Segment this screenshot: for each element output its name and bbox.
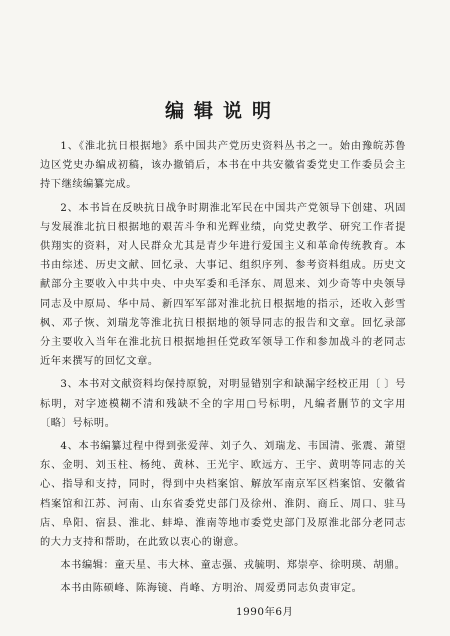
document-date: 1990年6月 xyxy=(236,605,294,618)
editors-line: 本书编辑：童天星、韦大林、童志强、戎毓明、郑崇亭、徐明瑛、胡鼎。 xyxy=(60,560,406,572)
paragraph-2: 2、本书旨在反映抗日战争时期淮北军民在中国共产党领导下创建、巩固与发展淮北抗日根据地的艰苦斗争和光辉业绩，向党史教学、研究工作者提供翔实的资料，对人民群众尤其是青少年进行爱国主义和革命传统教育。本书由综述、历史文献、回忆录、大事记、组织序列、参考资料组成。历史文献部分主要收入中共中央、中央军委和毛泽东、周恩来、刘少奇等中央领导同志及中原局、华中局、新四军军部对淮北抗日根据地的指示，还收入彭雪枫、邓子恢、刘瑞龙等淮北抗日根据地的领导同志的报告和文章。回忆录部分主要收入当年在淮北抗日根据地担任党政军领导工作和参加战斗的老同志近年来撰写的回忆文章。 xyxy=(40,202,406,368)
paragraph-3: 3、本书对文献资料均保持原貌，对明显错别字和缺漏字经校正用〔 〕号标明，对字迹模糊不清和残缺不全的字用□号标明，凡编者删节的文字用〔略〕号标明。 xyxy=(40,379,406,429)
page-title: 编辑说明 xyxy=(164,100,281,122)
reviewers-line: 本书由陈硕峰、陈海镜、肖峰、方明治、周爱勇同志负责审定。 xyxy=(60,583,363,595)
credits-block xyxy=(40,556,406,598)
paragraph-1: 1、《淮北抗日根据地》系中国共产党历史资料丛书之一。始由豫皖苏鲁边区党史办编成初稿，该办撤销后，本书在中共安徽省委党史工作委员会主持下继续编纂完成。 xyxy=(40,141,406,191)
paragraph-4: 4、本书编纂过程中得到张爱萍、刘子久、刘瑞龙、韦国清、张震、萧望东、金明、刘玉柱、杨纯、黄林、王光宇、欧远方、王宇、黄明等同志的关心、指导和支持，同时，得到中央档案馆、解放军南京军区档案馆、安徽省档案馆和江苏、河南、山东省委党史部门及徐州、淮阴、商丘、周口、驻马店、阜阳、宿县、淮北、蚌埠、淮南等地市委党史部门及原淮北部分老同志的大力支持和帮助，在此致以衷心的谢意。 xyxy=(40,441,406,549)
